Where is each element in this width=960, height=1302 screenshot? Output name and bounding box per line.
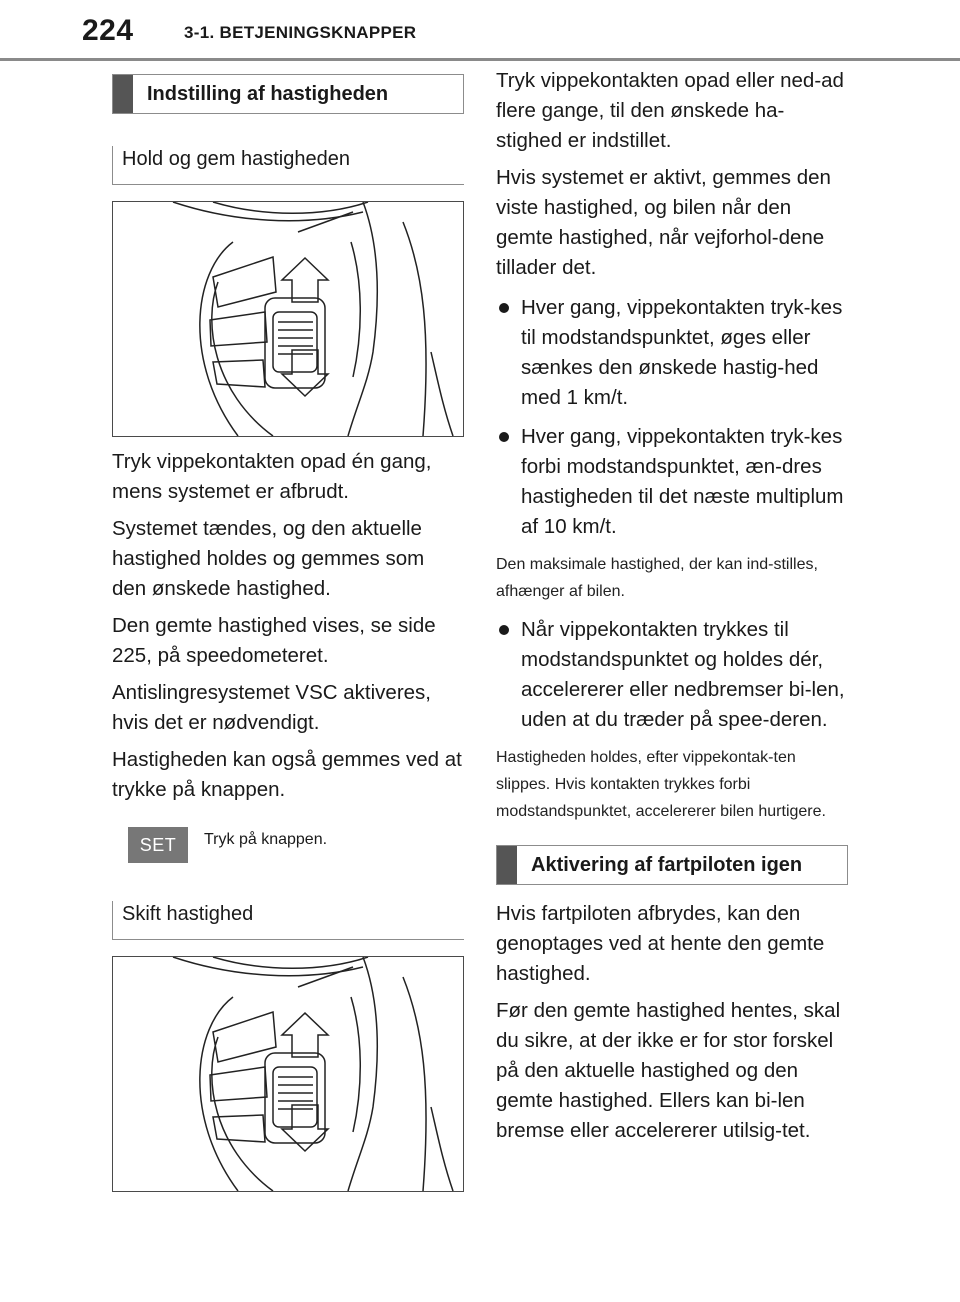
paragraph: Systemet tændes, og den aktuelle hastighed holdes og gemmes som den ønskede hastighed. [112,517,425,600]
section-header-speed-setting [112,74,464,114]
list-item-text: Når vippekontakten trykkes til modstandspunktet og holdes dér, accelererer eller nedbremser bi-len, uden at du træder på spee-deren. [521,618,845,731]
bullet-dot-icon [499,303,509,313]
paragraph: Hastigheden kan også gemmes ved at trykke på knappen. [112,748,462,801]
page-number: 224 [82,14,134,47]
left-column [112,74,464,1192]
bullet-dot-icon [499,625,509,635]
list-item [496,615,848,735]
paragraph: Antislingresystemet VSC aktiveres, hvis det er nødvendigt. [112,681,432,734]
steering-wheel-rocker-switch-icon [113,202,463,436]
section-header-label: Indstilling af hastigheden [147,83,389,105]
header-rule [0,58,960,61]
subheading-change-speed: Skift hastighed [112,901,464,940]
figure-rocker-switch-1 [112,201,464,437]
paragraph-group-1 [112,447,464,805]
paragraph: Tryk vippekontakten opad eller ned-ad flere gange, til den ønskede ha-stighed er indstillet. [496,69,844,152]
list-item [496,293,848,413]
section-header-label: Aktivering af fartpiloten igen [531,854,803,876]
note: Hastigheden holdes, efter vippekontak-ten slippes. Hvis kontakten trykkes forbi modstandspunktet, accelererer bilen hurtigere. [496,749,826,820]
paragraph: Hvis fartpiloten afbrydes, kan den genoptages ved at hente den gemte hastighed. [496,902,825,985]
paragraph: Tryk vippekontakten opad én gang, mens systemet er afbrudt. [112,450,432,503]
paragraph-group-2 [496,899,848,1146]
bullet-list-2 [496,615,848,735]
list-item [496,422,848,542]
section-header-bar [497,846,517,884]
figure-rocker-switch-2 [112,956,464,1192]
paragraph: Hvis systemet er aktivt, gemmes den viste hastighed, og bilen når den gemte hastighed, når vejforhol-dene tillader det. [496,166,831,279]
section-header-reactivate [496,845,848,885]
list-item-text: Hver gang, vippekontakten tryk-kes forbi modstandspunktet, æn-dres hastigheden til det næste multiplum af 10 km/t. [521,425,844,538]
bullet-dot-icon [499,432,509,442]
paragraph: Den gemte hastighed vises, se side 225, på speedometeret. [112,614,436,667]
section-header-bar [113,75,133,113]
chapter-title: 3-1. BETJENINGSKNAPPER [184,23,417,42]
set-button-icon: SET [128,827,188,863]
steering-wheel-rocker-switch-icon [113,957,463,1191]
paragraph: Før den gemte hastighed hentes, skal du sikre, at der ikke er for stor forskel på den aktuelle hastighed og den gemte hastighed. Ellers kan bi-len bremse eller accelererer utilsig-tet. [496,999,841,1142]
list-item-text: Hver gang, vippekontakten tryk-kes til modstandspunktet, øges eller sænkes den ønskede hastig-hed med 1 km/t. [521,296,843,409]
subheading-hold-save: Hold og gem hastigheden [112,146,464,185]
set-button-row [112,827,464,863]
note: Den maksimale hastighed, der kan ind-stilles, afhænger af bilen. [496,556,818,600]
bullet-list-1 [496,293,848,542]
right-column [496,66,848,1153]
set-button-description: Tryk på knappen. [204,831,328,848]
